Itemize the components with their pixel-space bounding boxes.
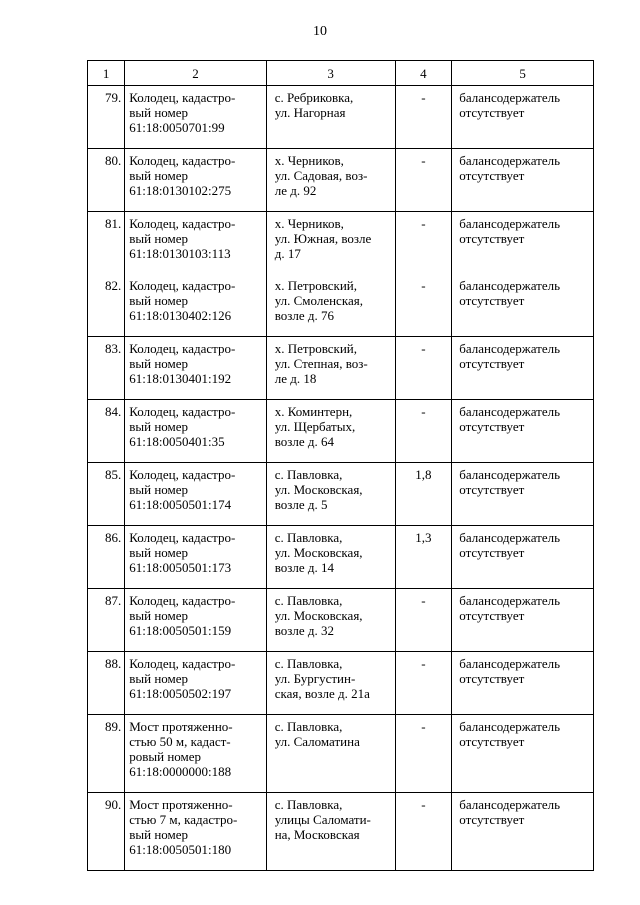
object-length: - (395, 212, 452, 275)
table-body (88, 86, 594, 871)
row-number: 81. (88, 212, 125, 275)
object-name: Мост протяженно- стью 7 м, кадастро- вый номер 61:18:0050501:180 (125, 793, 266, 871)
object-length: - (395, 337, 452, 400)
table-row (88, 793, 594, 871)
object-address: с. Павловка, ул. Московская, возле д. 5 (266, 463, 395, 526)
object-name: Колодец, кадастро- вый номер 61:18:0130103:113 (125, 212, 266, 275)
object-name: Колодец, кадастро- вый номер 61:18:0050401:35 (125, 400, 266, 463)
balance-holder: балансодержатель отсутствует (452, 526, 594, 589)
row-number: 83. (88, 337, 125, 400)
table-row (88, 274, 594, 337)
object-name: Колодец, кадастро- вый номер 61:18:0050501:159 (125, 589, 266, 652)
row-number: 88. (88, 652, 125, 715)
row-number: 84. (88, 400, 125, 463)
table-row (88, 212, 594, 275)
table-row (88, 149, 594, 212)
row-number: 89. (88, 715, 125, 793)
balance-holder: балансодержатель отсутствует (452, 793, 594, 871)
table-row (88, 589, 594, 652)
object-address: с. Павловка, ул. Московская, возле д. 14 (266, 526, 395, 589)
page-number: 10 (313, 24, 327, 39)
balance-holder: балансодержатель отсутствует (452, 86, 594, 149)
table-row (88, 526, 594, 589)
object-address: с. Ребриковка, ул. Нагорная (266, 86, 395, 149)
row-number: 82. (88, 274, 125, 337)
object-address: с. Павловка, ул. Саломатина (266, 715, 395, 793)
balance-holder: балансодержатель отсутствует (452, 212, 594, 275)
row-number: 86. (88, 526, 125, 589)
header-col-1: 1 (88, 61, 125, 86)
balance-holder: балансодержатель отсутствует (452, 337, 594, 400)
object-length: 1,3 (395, 526, 452, 589)
object-address: с. Павловка, улицы Саломати- на, Московская (266, 793, 395, 871)
object-address: х. Коминтерн, ул. Щербатых, возле д. 64 (266, 400, 395, 463)
object-name: Колодец, кадастро- вый номер 61:18:0050502:197 (125, 652, 266, 715)
object-address: с. Павловка, ул. Московская, возле д. 32 (266, 589, 395, 652)
object-length: - (395, 715, 452, 793)
object-name: Колодец, кадастро- вый номер 61:18:0130401:192 (125, 337, 266, 400)
balance-holder: балансодержатель отсутствует (452, 589, 594, 652)
object-address: х. Петровский, ул. Смоленская, возле д. 76 (266, 274, 395, 337)
object-name: Колодец, кадастро- вый номер 61:18:0050501:173 (125, 526, 266, 589)
object-length: - (395, 652, 452, 715)
row-number: 79. (88, 86, 125, 149)
object-length: - (395, 149, 452, 212)
row-number: 80. (88, 149, 125, 212)
table-row (88, 337, 594, 400)
object-name: Мост протяженно- стью 50 м, кадаст- ровый номер 61:18:0000000:188 (125, 715, 266, 793)
object-address: х. Черников, ул. Садовая, воз- ле д. 92 (266, 149, 395, 212)
object-length: - (395, 793, 452, 871)
header-col-3: 3 (266, 61, 395, 86)
property-table (87, 60, 594, 871)
object-address: с. Павловка, ул. Бургустин- ская, возле д. 21а (266, 652, 395, 715)
table-header (88, 61, 594, 86)
object-address: х. Петровский, ул. Степная, воз- ле д. 18 (266, 337, 395, 400)
header-col-4: 4 (395, 61, 452, 86)
balance-holder: балансодержатель отсутствует (452, 400, 594, 463)
object-name: Колодец, кадастро- вый номер 61:18:0130402:126 (125, 274, 266, 337)
object-name: Колодец, кадастро- вый номер 61:18:0050501:174 (125, 463, 266, 526)
object-length: - (395, 589, 452, 652)
balance-holder: балансодержатель отсутствует (452, 463, 594, 526)
header-col-2: 2 (125, 61, 266, 86)
object-length: - (395, 400, 452, 463)
row-number: 87. (88, 589, 125, 652)
balance-holder: балансодержатель отсутствует (452, 652, 594, 715)
row-number: 85. (88, 463, 125, 526)
balance-holder: балансодержатель отсутствует (452, 715, 594, 793)
table-row (88, 715, 594, 793)
object-address: х. Черников, ул. Южная, возле д. 17 (266, 212, 395, 275)
object-name: Колодец, кадастро- вый номер 61:18:0130102:275 (125, 149, 266, 212)
table-row (88, 652, 594, 715)
object-length: - (395, 274, 452, 337)
object-name: Колодец, кадастро- вый номер 61:18:0050701:99 (125, 86, 266, 149)
header-row (88, 61, 594, 86)
balance-holder: балансодержатель отсутствует (452, 149, 594, 212)
object-length: - (395, 86, 452, 149)
balance-holder: балансодержатель отсутствует (452, 274, 594, 337)
table-row (88, 400, 594, 463)
row-number: 90. (88, 793, 125, 871)
header-col-5: 5 (452, 61, 594, 86)
table-row (88, 463, 594, 526)
object-length: 1,8 (395, 463, 452, 526)
table-row (88, 86, 594, 149)
